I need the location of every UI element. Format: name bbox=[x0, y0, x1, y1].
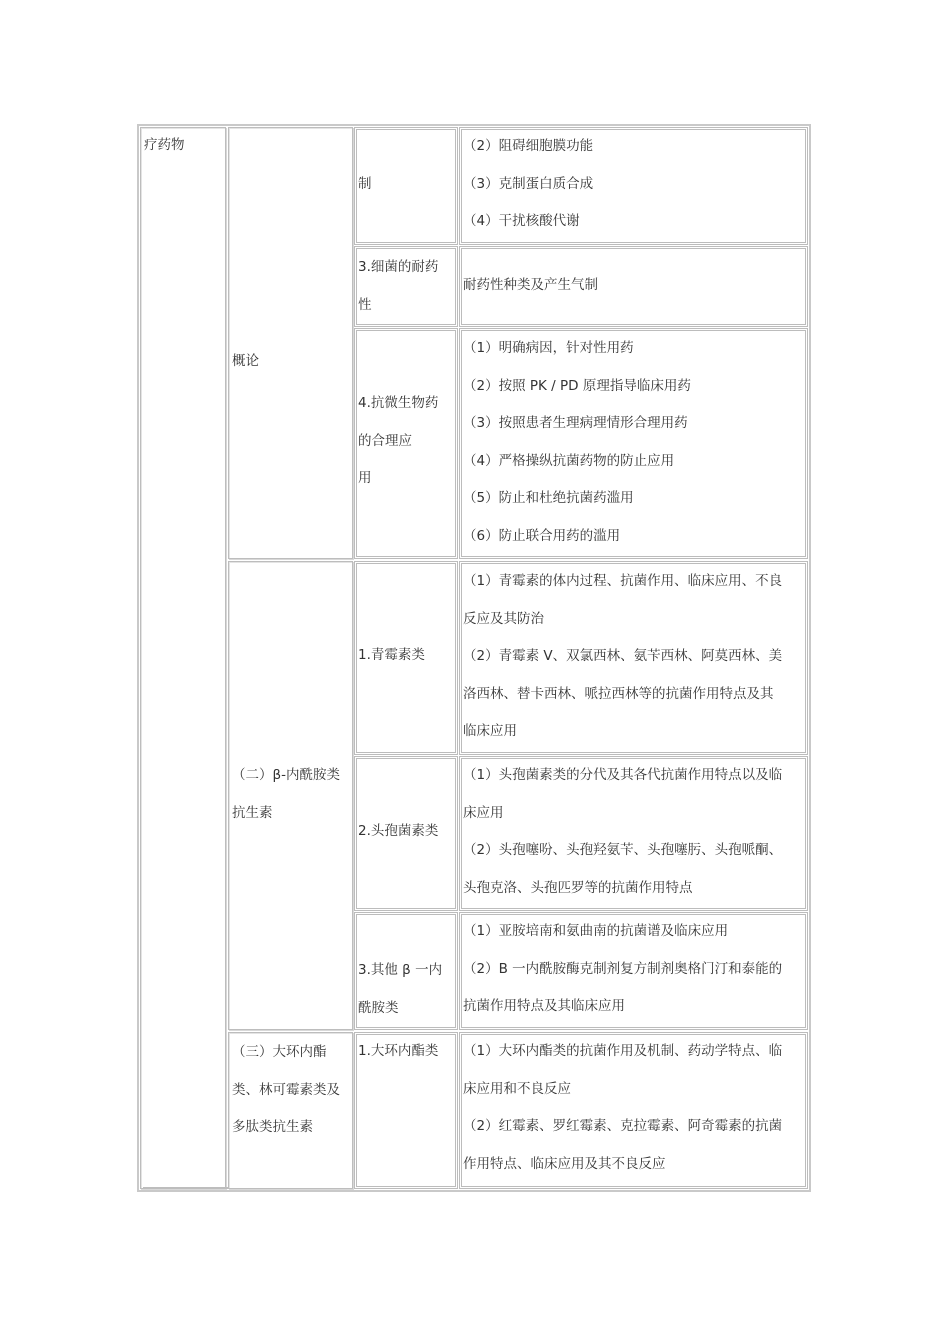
content-line: （1）大环内酯类的抗菌作用及机制、药动学特点、临 bbox=[463, 1043, 783, 1059]
section-beta-lactam-cell bbox=[228, 561, 353, 1030]
section-macrolide-label bbox=[232, 1034, 340, 1147]
content-line: （3）按照患者生理病理情形合理用药 bbox=[463, 415, 688, 431]
topic-line: 3.细菌的耐药 bbox=[358, 259, 439, 275]
topic-label: 1.大环内酯类 bbox=[358, 1043, 439, 1059]
content-line: （1）头孢菌素类的分代及其各代抗菌作用特点以及临 bbox=[463, 767, 783, 783]
content-line: （2）青霉素 V、双氯西林、氨苄西林、阿莫西林、美 bbox=[463, 648, 783, 664]
topic-line: 性 bbox=[358, 296, 372, 313]
content-line: （4）严格操纵抗菌药物的防止应用 bbox=[463, 452, 675, 469]
topic-line: 用 bbox=[358, 470, 372, 486]
content-cell bbox=[459, 1032, 808, 1189]
topic-cell bbox=[354, 756, 458, 911]
section-beta-lactam-label bbox=[232, 757, 340, 832]
topic-line: 酰胺类 bbox=[358, 999, 399, 1016]
content-cell bbox=[459, 756, 808, 911]
content-text bbox=[463, 1033, 782, 1183]
content-cell bbox=[459, 328, 808, 559]
content-line: （2）阻碍细胞膜功能 bbox=[463, 138, 594, 154]
content-text bbox=[463, 330, 691, 555]
topic-cell bbox=[354, 1032, 458, 1189]
content-text bbox=[463, 563, 782, 751]
content-text bbox=[463, 757, 782, 907]
content-line: 临床应用 bbox=[463, 723, 517, 739]
section-macrolide-line: 多肽类抗生素 bbox=[232, 1119, 313, 1135]
topic-cell bbox=[354, 246, 458, 327]
content-line: （5）防止和杜绝抗菌药滥用 bbox=[463, 490, 634, 506]
content-line: 洛西林、替卡西林、哌拉西林等的抗菌作用特点及其 bbox=[463, 685, 774, 702]
content-text bbox=[463, 913, 782, 1026]
content-line: （1）亚胺培南和氨曲南的抗菌谱及临床应用 bbox=[463, 923, 729, 939]
topic-label: 1.青霉素类 bbox=[358, 647, 425, 663]
section-overview-label: 概论 bbox=[232, 353, 259, 369]
topic-cell bbox=[354, 561, 458, 755]
section-beta-lactam-line: （二）β-内酰胺类 bbox=[232, 767, 340, 783]
content-line: （3）克制蛋白质合成 bbox=[463, 175, 594, 192]
content-cell bbox=[459, 246, 808, 327]
topic-label bbox=[358, 249, 438, 324]
topic-line: 的合理应 bbox=[358, 432, 412, 449]
category-cell bbox=[140, 127, 226, 1189]
topic-label: 2.头孢菌素类 bbox=[358, 823, 439, 839]
content-line: 耐药性种类及产生气制 bbox=[463, 277, 598, 293]
topic-label bbox=[358, 952, 442, 1027]
content-line: 头孢克洛、头孢匹罗等的抗菌作用特点 bbox=[463, 879, 693, 896]
content-line: 抗菌作用特点及其临床应用 bbox=[463, 998, 625, 1014]
section-macrolide-cell bbox=[228, 1032, 353, 1189]
section-macrolide-line: （三）大环内酯 bbox=[232, 1044, 327, 1060]
content-line: 床应用 bbox=[463, 804, 504, 821]
content-line: （6）防止联合用药的滥用 bbox=[463, 527, 621, 544]
content-line: （2）按照 PK / PD 原理指导临床用药 bbox=[463, 377, 691, 394]
topic-line: 4.抗微生物药 bbox=[358, 395, 439, 411]
topic-cell bbox=[354, 328, 458, 559]
content-line: 反应及其防治 bbox=[463, 610, 544, 627]
topic-label: 制 bbox=[358, 176, 372, 192]
topic-cell bbox=[354, 912, 458, 1030]
content-cell bbox=[459, 561, 808, 755]
content-line: （1）青霉素的体内过程、抗菌作用、临床应用、不良 bbox=[463, 573, 783, 589]
section-macrolide-line: 类、林可霉素类及 bbox=[232, 1081, 340, 1098]
content-line: （1）明确病因，针对性用药 bbox=[463, 340, 634, 356]
content-text bbox=[463, 128, 593, 241]
content-line: 作用特点、临床应用及其不良反应 bbox=[463, 1155, 666, 1172]
content-line: （2）头孢噻吩、头孢羟氨苄、头孢噻肟、头孢哌酮、 bbox=[463, 842, 783, 858]
content-line: （2）B 一内酰胺酶克制剂复方制剂奥格门汀和泰能的 bbox=[463, 960, 783, 977]
table-divider bbox=[143, 1187, 228, 1189]
content-cell bbox=[459, 127, 808, 245]
category-label: 疗药物 bbox=[144, 137, 185, 153]
topic-label bbox=[358, 385, 438, 498]
topic-cell bbox=[354, 127, 458, 245]
section-beta-lactam-line: 抗生素 bbox=[232, 804, 273, 821]
content-line: （2）红霉素、罗红霉素、克拉霉素、阿奇霉素的抗菌 bbox=[463, 1118, 783, 1134]
section-overview-cell bbox=[228, 127, 353, 559]
content-line: 床应用和不良反应 bbox=[463, 1080, 571, 1097]
content-line: （4）干扰核酸代谢 bbox=[463, 213, 580, 229]
topic-line: 3.其他 β 一内 bbox=[358, 962, 443, 978]
content-cell bbox=[459, 912, 808, 1030]
